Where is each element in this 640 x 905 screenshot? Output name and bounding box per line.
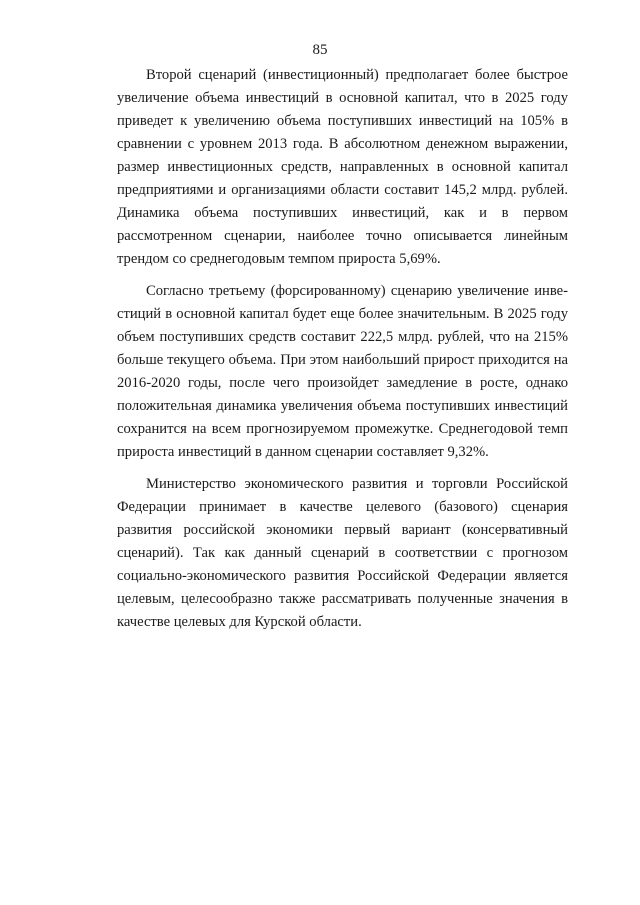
paragraph-forced-scenario: Согласно третьему (форсированному) сценарию увеличение инвестиций в основной капитал будет еще более значительным. В 2025 году объем поступивших средств составит 222,5 млрд. рублей, что на 215% больше текущего объема. При этом наибольший прирост приходится на 2016-2020 годы, после чего произойдет замедление в росте, однако положительная динамика увеличения объема поступивших инвестиций сохранится на всем прогнозируемом промежутке. Среднегодовой темп прироста инвестиций в данном сценарии составляет 9,32%. xyxy=(117,283,568,460)
page-number: 85 xyxy=(312,42,328,58)
body-text xyxy=(117,64,568,643)
paragraph-investment-scenario: Второй сценарий (инвестиционный) предполагает более быстрое увеличение объема инвестиций в основной капитал, что в 2025 году приведет к увеличению объема поступивших инвестиций на 105% в сравнении с уровнем 2013 года. В абсолютном денежном выражении, размер инвестиционных средств, направленных в основной капитал предприятиями и организациями области составит 145,2 млрд. рублей. Динамика объема поступивших инвестиций, как и в первом рассмотренном сценарии, наиболее точно описывается линейным трендом со среднегодовым темпом прироста 5,69%. xyxy=(117,67,568,267)
paragraph-ministry-target: Министерство экономического развития и торговли Российской Федерации принимает в качестве целевого (базового) сценария развития российской экономики первый вариант (консервативный сценарий). Так как данный сценарий в соответствии с прогнозом социально-экономического развития Российской Федерации является целевым, целесообразно также рассматривать полученные значения в качестве целевых для Курской области. xyxy=(117,476,568,630)
